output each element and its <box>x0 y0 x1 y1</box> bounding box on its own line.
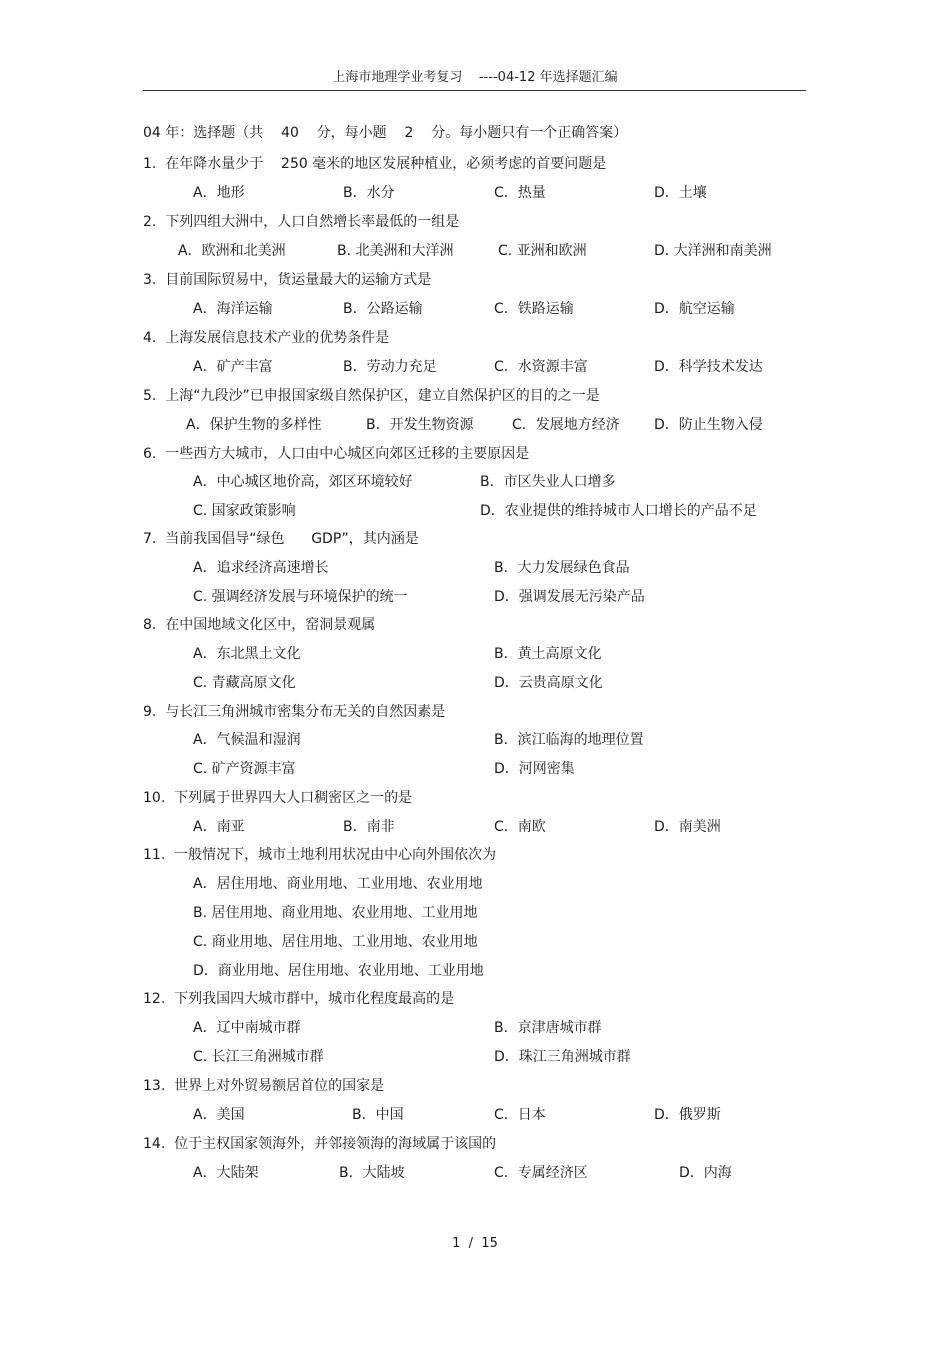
question-7-option-b: B．大力发展绿色食品 <box>494 560 630 576</box>
question-2-option-d: D. 大洋洲和南美洲 <box>654 243 772 259</box>
question-9-option-a: A．气候温和湿润 <box>193 732 301 748</box>
question-4-option-b: B．劳动力充足 <box>343 359 437 375</box>
question-5-stem: 5. 上海“九段沙”已申报国家级自然保护区，建立自然保护区的目的之一是 <box>143 388 600 404</box>
question-3-option-d: D．航空运输 <box>654 301 735 317</box>
question-4-option-c: C．水资源丰富 <box>494 359 588 375</box>
question-1-option-c: C．热量 <box>494 185 546 201</box>
question-4-option-d: D．科学技术发达 <box>654 359 763 375</box>
question-9-stem: 9. 与长江三角洲城市密集分布无关的自然因素是 <box>143 704 446 720</box>
question-1-option-a: A．地形 <box>193 185 245 201</box>
question-2-option-c: C. 亚洲和欧洲 <box>498 243 587 259</box>
question-9-option-b: B．滨江临海的地理位置 <box>494 732 644 748</box>
question-6-option-b: B．市区失业人口增多 <box>480 474 616 490</box>
question-7-option-c: C. 强调经济发展与环境保护的统一 <box>193 589 408 605</box>
page-header-title: 上海市地理学业考复习 ----04-12 年选择题汇编 <box>332 70 618 85</box>
question-10-option-d: D．南美洲 <box>654 819 721 835</box>
question-7-stem: 7. 当前我国倡导“绿色 GDP”，其内涵是 <box>143 531 419 547</box>
question-14-option-d: D．内海 <box>679 1165 732 1181</box>
question-10-option-a: A．南亚 <box>193 819 245 835</box>
question-1-option-d: D．土壤 <box>654 185 707 201</box>
question-3-stem: 3. 目前国际贸易中，货运量最大的运输方式是 <box>143 272 432 288</box>
question-3-option-a: A．海洋运输 <box>193 301 273 317</box>
question-12-option-a: A．辽中南城市群 <box>193 1020 301 1036</box>
question-6-option-c: C. 国家政策影响 <box>193 503 296 519</box>
question-14-option-c: C．专属经济区 <box>494 1165 588 1181</box>
question-8-option-c: C. 青藏高原文化 <box>193 675 296 691</box>
question-5-option-b: B．开发生物资源 <box>366 417 474 433</box>
question-8-option-a: A．东北黑土文化 <box>193 646 301 662</box>
question-7-option-d: D．强调发展无污染产品 <box>494 589 645 605</box>
question-11-option-c: C. 商业用地、居住用地、工业用地、农业用地 <box>193 934 478 950</box>
question-5-option-c: C．发展地方经济 <box>512 417 620 433</box>
question-4-stem: 4. 上海发展信息技术产业的优势条件是 <box>143 330 390 346</box>
question-1-option-b: B．水分 <box>343 185 395 201</box>
question-13-option-c: C．日本 <box>494 1107 546 1123</box>
question-2-option-a: A．欧洲和北美洲 <box>178 243 286 259</box>
question-2-option-b: B. 北美洲和大洋洲 <box>337 243 454 259</box>
question-7-option-a: A．追求经济高速增长 <box>193 560 329 576</box>
question-8-option-d: D．云贵高原文化 <box>494 675 603 691</box>
question-14-option-a: A．大陆架 <box>193 1165 259 1181</box>
question-10-stem: 10. 下列属于世界四大人口稠密区之一的是 <box>143 790 413 806</box>
question-9-option-c: C. 矿产资源丰富 <box>193 761 296 777</box>
question-13-option-a: A．美国 <box>193 1107 245 1123</box>
question-4-option-a: A．矿产丰富 <box>193 359 273 375</box>
question-11-option-a: A．居住用地、商业用地、工业用地、农业用地 <box>193 876 483 892</box>
question-12-option-c: C. 长江三角洲城市群 <box>193 1049 324 1065</box>
question-5-option-d: D．防止生物入侵 <box>654 417 763 433</box>
question-6-option-a: A．中心城区地价高，郊区环境较好 <box>193 474 413 490</box>
question-8-stem: 8. 在中国地域文化区中，窑洞景观属 <box>143 617 376 633</box>
question-6-option-d: D．农业提供的维持城市人口增长的产品不足 <box>480 503 757 519</box>
question-11-option-b: B. 居住用地、商业用地、农业用地、工业用地 <box>193 905 478 921</box>
question-12-option-d: D．珠江三角洲城市群 <box>494 1049 631 1065</box>
question-14-option-b: B．大陆坡 <box>339 1165 405 1181</box>
section-intro: 04 年：选择题（共 40 分，每小题 2 分。每小题只有一个正确答案） <box>143 125 628 141</box>
question-14-stem: 14. 位于主权国家领海外，并邻接领海的海域属于该国的 <box>143 1136 497 1152</box>
header-divider <box>143 90 806 91</box>
question-3-option-b: B．公路运输 <box>343 301 423 317</box>
question-10-option-b: B．南非 <box>343 819 395 835</box>
question-6-stem: 6. 一些西方大城市，人口由中心城区向郊区迁移的主要原因是 <box>143 446 530 462</box>
question-1-stem: 1. 在年降水量少于 250 毫米的地区发展种植业，必须考虑的首要问题是 <box>143 156 607 172</box>
question-10-option-c: C．南欧 <box>494 819 546 835</box>
question-2-stem: 2. 下列四组大洲中，人口自然增长率最低的一组是 <box>143 214 460 230</box>
question-11-stem: 11. 一般情况下，城市土地利用状况由中心向外围依次为 <box>143 847 497 863</box>
question-8-option-b: B．黄土高原文化 <box>494 646 602 662</box>
question-12-option-b: B．京津唐城市群 <box>494 1020 602 1036</box>
question-11-option-d: D．商业用地、居住用地、农业用地、工业用地 <box>193 963 484 979</box>
question-3-option-c: C．铁路运输 <box>494 301 574 317</box>
question-13-option-b: B．中国 <box>352 1107 404 1123</box>
question-12-stem: 12. 下列我国四大城市群中，城市化程度最高的是 <box>143 991 455 1007</box>
question-13-option-d: D．俄罗斯 <box>654 1107 721 1123</box>
question-9-option-d: D．河网密集 <box>494 761 575 777</box>
question-13-stem: 13. 世界上对外贸易额居首位的国家是 <box>143 1078 385 1094</box>
question-5-option-a: A．保护生物的多样性 <box>186 417 322 433</box>
page-indicator: 1 / 15 <box>452 1236 498 1251</box>
